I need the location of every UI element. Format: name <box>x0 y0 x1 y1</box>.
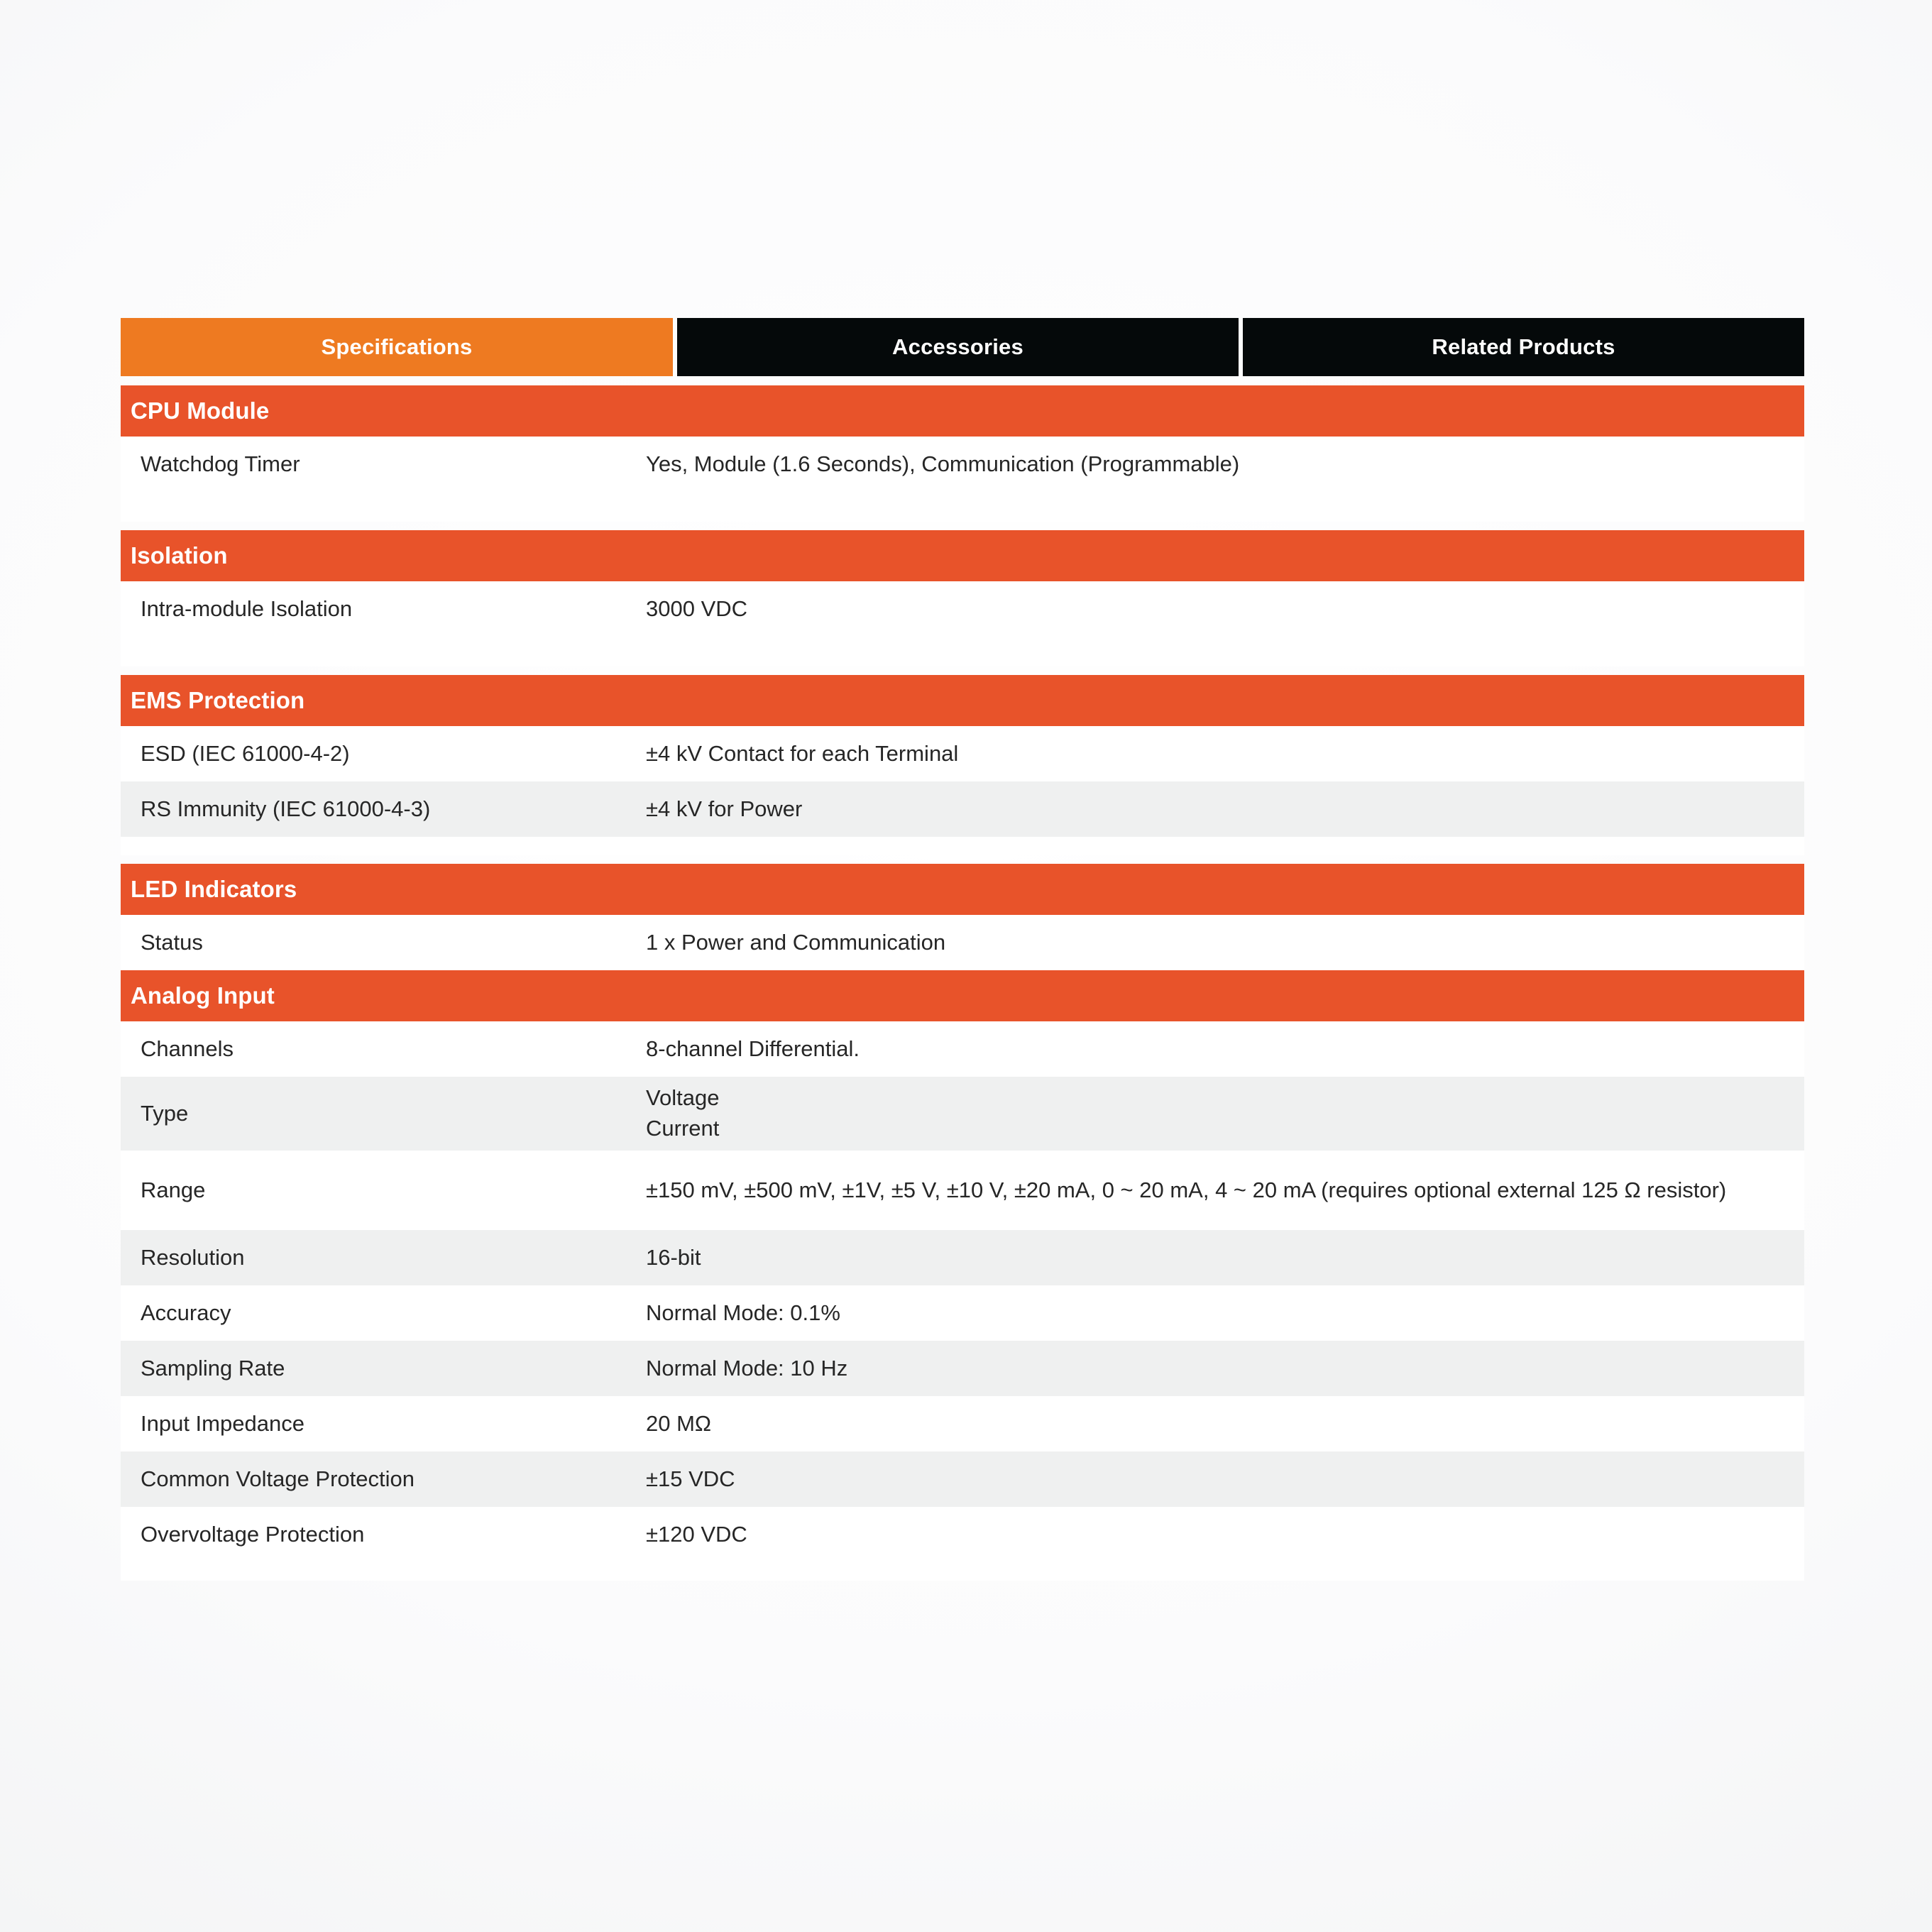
tab-related-products-label: Related Products <box>1432 334 1615 359</box>
section-title-cpu-module: CPU Module <box>131 397 270 424</box>
specifications-panel <box>121 318 1804 1581</box>
row-value: 8-channel Differential. <box>646 1036 860 1061</box>
row-label: ESD (IEC 61000-4-2) <box>141 740 350 766</box>
table-row <box>121 437 1804 492</box>
section-header-led-indicators <box>121 864 1804 915</box>
section-header-cpu-module <box>121 385 1804 437</box>
row-value: ±15 VDC <box>646 1466 735 1491</box>
section-gap <box>121 855 1804 864</box>
section-header-isolation <box>121 530 1804 581</box>
tab-specifications-label: Specifications <box>321 334 473 359</box>
section-title-led-indicators: LED Indicators <box>131 876 297 902</box>
table-row <box>121 1230 1804 1285</box>
row-label: Status <box>141 929 203 955</box>
table-row <box>121 915 1804 970</box>
product-tab-bar <box>121 318 1804 376</box>
tab-accessories[interactable] <box>677 318 1239 376</box>
section-filler <box>121 837 1804 855</box>
tab-accessories-label: Accessories <box>892 334 1023 359</box>
section-header-analog-input <box>121 970 1804 1021</box>
tab-related-products[interactable] <box>1243 318 1804 376</box>
table-row <box>121 1151 1804 1230</box>
row-label: Channels <box>141 1036 234 1061</box>
row-value: ±120 VDC <box>646 1521 747 1547</box>
row-label: Overvoltage Protection <box>141 1521 365 1547</box>
table-row <box>121 581 1804 637</box>
section-filler <box>121 637 1804 666</box>
row-value: ±4 kV Contact for each Terminal <box>646 740 959 766</box>
row-value: Normal Mode: 0.1% <box>646 1300 840 1325</box>
row-label: Sampling Rate <box>141 1355 285 1381</box>
row-value: 1 x Power and Communication <box>646 929 946 955</box>
row-value: 3000 VDC <box>646 595 748 621</box>
row-label: Resolution <box>141 1244 245 1270</box>
section-gap <box>121 522 1804 530</box>
section-header-ems-protection <box>121 675 1804 726</box>
row-value: ±150 mV, ±500 mV, ±1V, ±5 V, ±10 V, ±20 mA, 0 ~ 20 mA, 4 ~ 20 mA (requires optional external 125 Ω resistor) <box>646 1177 1727 1202</box>
table-row <box>121 1285 1804 1341</box>
row-value-line-2: Current <box>646 1116 720 1141</box>
tabbar-spacer <box>121 376 1804 385</box>
table-row <box>121 726 1804 781</box>
table-row <box>121 1451 1804 1507</box>
row-value: Normal Mode: 10 Hz <box>646 1355 848 1381</box>
row-value <box>646 1083 1787 1144</box>
section-filler <box>121 492 1804 522</box>
row-label: Input Impedance <box>141 1410 304 1436</box>
row-value: 16-bit <box>646 1244 701 1270</box>
row-label: RS Immunity (IEC 61000-4-3) <box>141 796 431 821</box>
table-row <box>121 1507 1804 1562</box>
table-row <box>121 1077 1804 1151</box>
section-title-analog-input: Analog Input <box>131 982 275 1009</box>
row-label: Accuracy <box>141 1300 231 1325</box>
row-label: Range <box>141 1177 206 1202</box>
row-value: ±4 kV for Power <box>646 796 803 821</box>
table-row <box>121 1396 1804 1451</box>
table-row <box>121 1021 1804 1077</box>
row-label: Type <box>141 1100 189 1126</box>
row-label: Intra-module Isolation <box>141 595 353 621</box>
row-label: Common Voltage Protection <box>141 1466 415 1491</box>
section-gap <box>121 666 1804 675</box>
row-value-line-1: Voltage <box>646 1085 720 1111</box>
row-value: 20 MΩ <box>646 1410 712 1436</box>
section-filler <box>121 1562 1804 1581</box>
table-row <box>121 1341 1804 1396</box>
row-value: Yes, Module (1.6 Seconds), Communication (Programmable) <box>646 451 1240 476</box>
section-title-ems-protection: EMS Protection <box>131 687 305 713</box>
tab-specifications[interactable] <box>121 318 673 376</box>
table-row <box>121 781 1804 837</box>
row-label: Watchdog Timer <box>141 451 300 476</box>
section-title-isolation: Isolation <box>131 542 228 569</box>
